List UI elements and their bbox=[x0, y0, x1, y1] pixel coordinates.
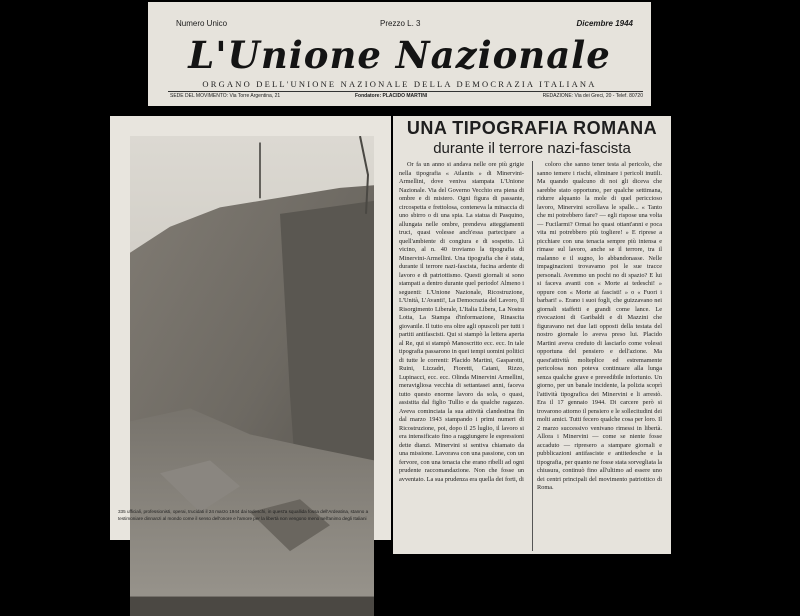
newspaper-subtitle: ORGANO DELL'UNIONE NAZIONALE DELLA DEMOCRAZIA ITALIANA bbox=[202, 79, 597, 89]
column-1-text: Or fa un anno si andava nelle ore più grigie nella tipografia « Atlantis » di Minervini-Armellini, dove veniva stampata L'Unione Nazionale. Via del Governo Vecchio era piena di ombre e di mistero. Ogni figura di passante, circospetta e frettolosa, conteneva la minaccia di uno sbirro o di una spia. La statua di Pasquino, allungata nelle ombre, prendeva atteggiamenti truci, quasi volesse anch'essa partecipare a quell'ambiente di congiura e di sospetto. Lì vicino, al n. 40 troviamo la tipografia di Minervini-Armellini. Una tipografia che è stata, durante il terrore nazi-fascista, fucina ardente di lavoro e di patriottismo. Questi giornali si sono stampati a dentro durante quel periodo! Almeno i seguenti: L'Unione Nazionale, Ricostruzione, L'Unità, L'Avanti!, La Democrazia del Lavoro, Il Risorgimento Liberale, L'Italia Libera, La Nostra Lotta, La Stampa d'informazione, Rinascita giovanile. Il tutto era oltre agli opuscoli per tutti i partiti antifascisti. Qui si stampò la lettera aperta al Re, qui si stampò Manoscritto ecc. ecc. In tale tipografia passarono in quei tempi uomini politici di tutte le correnti: Placido Martini, Gasparotti, Ruini, Lizzadri, Fioretti, Catani, Rizzo, Lupinacci, ecc. ecc. Olinda Minervini Armellini, meravigliosa vecchia di settantasei anni, faceva tutto questo enorme lavoro da sola, o quasi, assistita dal figlio Tullio e da qualche ragazzo. Aveva cominciata la sua attività clandestina fin dal marzo 1943 stampando i primi numeri di Ricostruzione, poi, dopo il 25 luglio, il lavoro si era intensificato fino a raggiungere le espressioni dette dianzi. Minervini si sentiva chiamato da una missione. Lavorava con una passione, con un fervore, con una tenacia che erano ribelli ad ogni prudente raccomandazione. Non che fosse un avventato. La sua prudenza era quella dei forti, di bbox=[399, 161, 524, 483]
masthead-divider bbox=[168, 91, 643, 92]
photo-clipping bbox=[110, 116, 391, 540]
editorial-address: REDAZIONE: Via dei Greci, 20 - Telef. 80720 bbox=[542, 93, 643, 99]
founder-label: Fondatore: PLACIDO MARTINI bbox=[355, 93, 428, 99]
date-label: Dicembre 1944 bbox=[576, 19, 633, 28]
photo-caption: 335 ufficiali, professionisti, operai, trucidati il 24 marzo 1944 dai tedeschi, in quest'a squallida fossa dell'Ardeatina, stanno a testimoniare dinnanzi al mondo come il senso dell'onore e l'amore per la libertà non vengono meno nell'animo degli Italiani bbox=[118, 509, 369, 521]
column-divider bbox=[532, 161, 533, 551]
article-clipping bbox=[393, 116, 671, 554]
column-2-text: coloro che sanno tener testa al pericolo, che sanno temere i rischi, eliminare i pericoli inutili. Ma quando qualcuno di noi gli diceva che sarebbe stato opportuno, per qualche settimana, ridurre alquanto la mole di quel periccioso lavoro, Minervini scrollava le spalle... « Tanto che mi potrebbero fare? — egli rispose una volta — Fucilarmi? Ormai ho quasi ottant'anni e poca vita mi potrebbero più togliere! » E riprese a picchiare con una tenacia sempre più intensa e rimase sul lavoro, anche se il terrore, tra il malanno e il sugno, lo abbandonasse. Nelle impaginazioni trovavamo poi le sue tracce personali. Avemmo un pochi no di spazio? E lui si faceva avanti con « Morte ai tedeschi! » oppure con « Morte ai fascisti! » o « Fuori i barbari! ». Erano i suoi fogli, che guizzavano nei giornali staffetti e grandi come lance. Le rivocazioni di Garibaldi e di Mazzini che figuravano nei due lati opposti della testata del nostro giornale lo aveva preso lui. Placido Martini aveva creduto di lasciarlo come volessi opportuna del pensiero e dell'azione. Ma quest'attività molteplice ed estremamente pericolosa non poteva continuare alla lunga senza qualche grave e prevedibile infortunio. Un giorno, per un banale incidente, la polizia scoprì l'attività tipografica dei Minervini e li arrestò. Era il 17 gennaio 1944. Di carcere però si trovarono attorno il pensiero e le sollecitudini dei molti amici. Tutti fecero qualche cosa per loro. Il 2 marzo successivo venivano rimessi in libertà. Allora i Minervini — come se niente fosse accaduto — ripresero a stampare giornali e pubblicazioni antifasciste e antitedesche e la tipografia, per quanto ne fosse stata sorvegliata la chiusura, continuò fino all'ultimo ad essere uno dei centri principali del movimento patriottico di Roma. bbox=[537, 161, 662, 491]
issue-label: Numero Unico bbox=[176, 19, 228, 28]
newspaper-masthead bbox=[148, 2, 651, 106]
article-subheadline: durante il terrore nazi-fascista bbox=[433, 140, 631, 157]
movement-seat: SEDE DEL MOVIMENTO: Via Torre Argentina, 21 bbox=[170, 93, 281, 99]
ardeatine-quarry-photo bbox=[130, 136, 374, 616]
article-column-2 bbox=[537, 161, 662, 553]
price-label: Prezzo L. 3 bbox=[380, 19, 421, 28]
masthead-address-bar bbox=[170, 93, 643, 103]
article-column-1 bbox=[399, 161, 524, 553]
newspaper-title: L'Unione Nazionale bbox=[188, 33, 611, 77]
article-headline: UNA TIPOGRAFIA ROMANA bbox=[406, 118, 658, 138]
masthead-info-bar bbox=[172, 19, 637, 31]
